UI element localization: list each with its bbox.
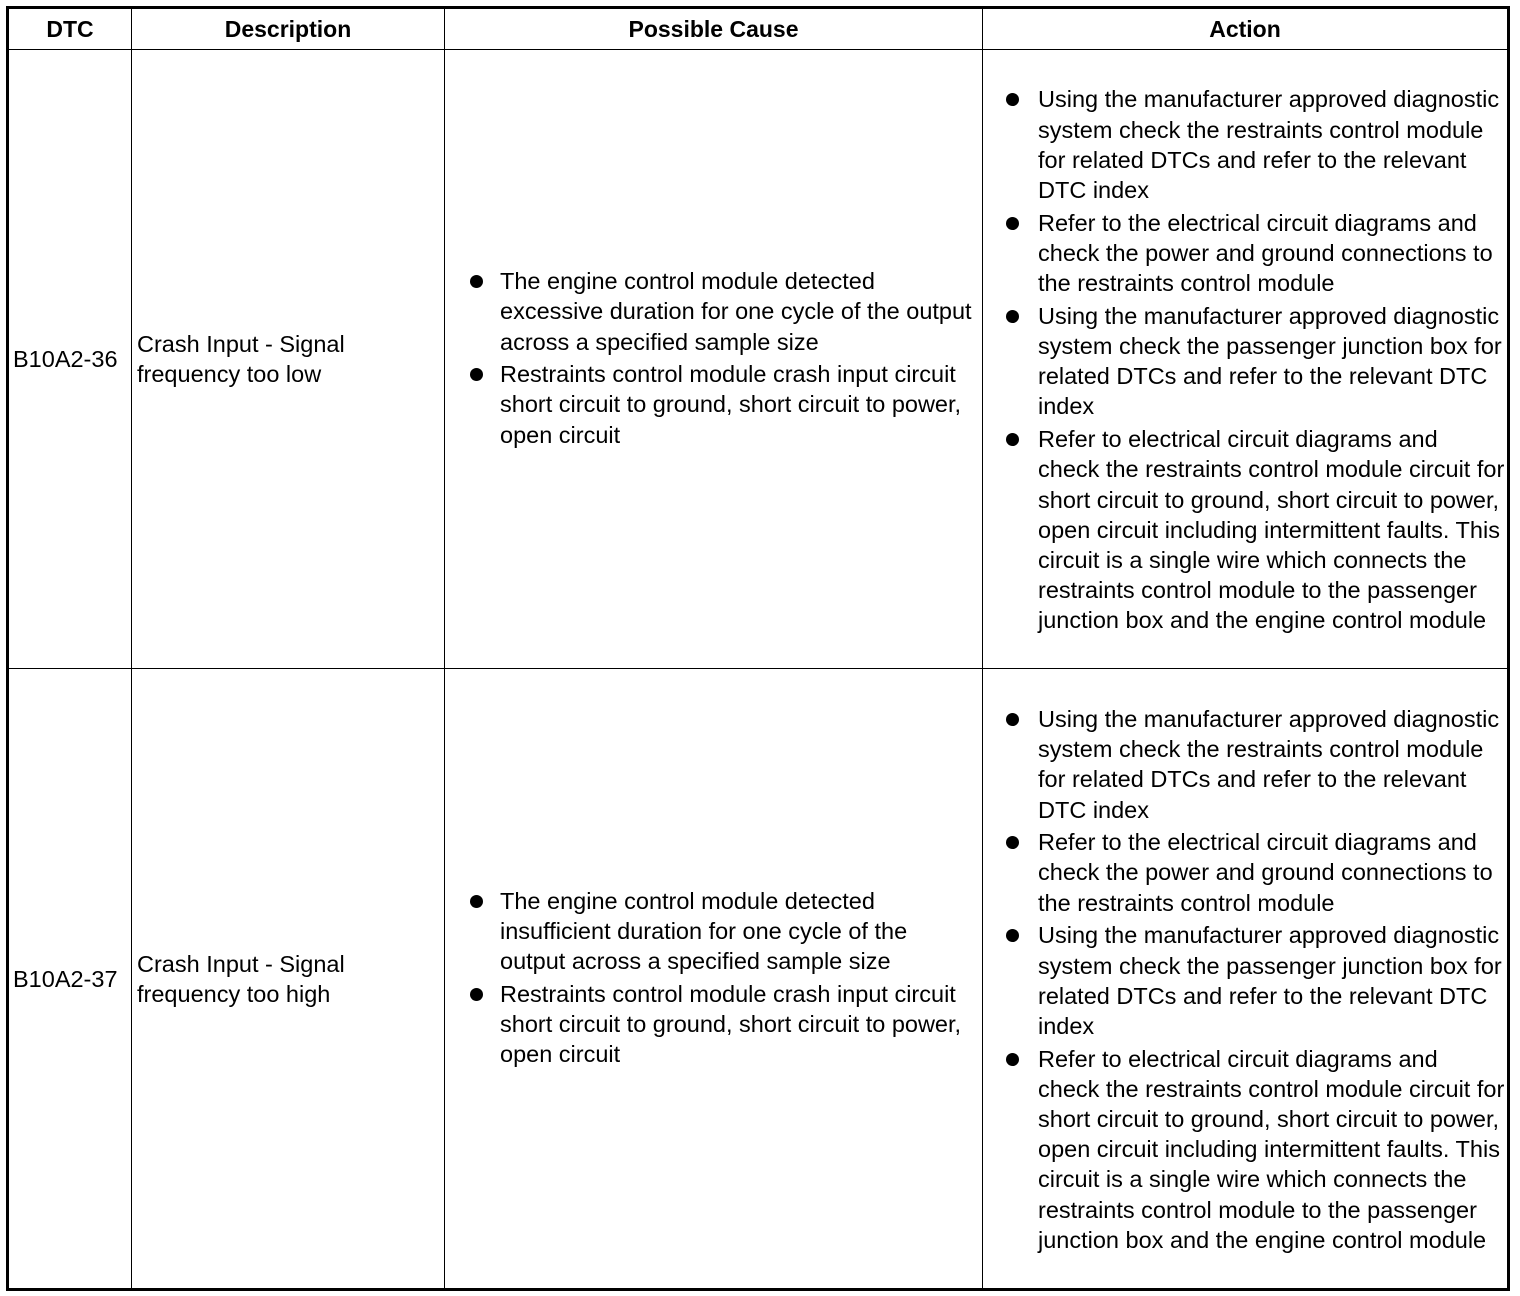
header-dtc: DTC	[8, 8, 132, 50]
action-text: Using the manufacturer approved diagnostic system check the restraints control module for related DTCs and refer to the relevant DTC index	[1038, 705, 1500, 823]
bullet-icon	[1006, 713, 1019, 726]
header-action: Action	[983, 8, 1509, 50]
cause-list	[445, 266, 972, 450]
list-item	[445, 266, 972, 357]
bullet-icon	[1006, 433, 1019, 446]
list-item	[445, 886, 972, 977]
cause-list	[445, 886, 972, 1070]
possible-cause-cell	[445, 669, 983, 1290]
dtc-code: B10A2-37	[8, 669, 132, 1290]
bullet-icon	[470, 895, 483, 908]
dtc-code: B10A2-36	[8, 50, 132, 669]
action-text: Using the manufacturer approved diagnostic system check the passenger junction box for related DTCs and refer to the relevant DTC index	[1038, 302, 1502, 420]
action-text: Refer to the electrical circuit diagrams and check the power and ground connections to the restraints control module	[1038, 829, 1493, 916]
action-list	[983, 84, 1505, 635]
bullet-icon	[1006, 310, 1019, 323]
list-item	[445, 359, 972, 450]
cause-text: The engine control module detected excessive duration for one cycle of the output across a specified sample size	[500, 268, 972, 355]
dtc-table	[6, 6, 1510, 1291]
action-text: Refer to electrical circuit diagrams and check the restraints control module circuit for short circuit to ground, short circuit to power, open circuit including intermittent faults. This circuit is a single wire which connects the restraints control module to the passenger junction box and the engine control module	[1038, 426, 1505, 634]
table-row	[8, 669, 1509, 1290]
bullet-icon	[1006, 836, 1019, 849]
list-item	[445, 979, 972, 1070]
list-item	[983, 84, 1505, 205]
list-item	[983, 704, 1505, 825]
dtc-description: Crash Input - Signal frequency too low	[132, 50, 445, 669]
table-row	[8, 50, 1509, 669]
list-item	[983, 1044, 1505, 1255]
cause-text: Restraints control module crash input circuit short circuit to ground, short circuit to power, open circuit	[500, 980, 962, 1068]
bullet-icon	[1006, 217, 1019, 230]
action-cell	[983, 669, 1509, 1290]
action-cell	[983, 50, 1509, 669]
action-text: Refer to electrical circuit diagrams and check the restraints control module circuit for short circuit to ground, short circuit to power, open circuit including intermittent faults. This circuit is a single wire which connects the restraints control module to the passenger junction box and the engine control module	[1038, 1045, 1505, 1253]
bullet-icon	[1006, 929, 1019, 942]
header-row	[8, 8, 1509, 50]
cause-text: The engine control module detected insufficient duration for one cycle of the output across a specified sample size	[500, 887, 908, 975]
possible-cause-cell	[445, 50, 983, 669]
bullet-icon	[1006, 1053, 1019, 1066]
list-item	[983, 301, 1505, 422]
list-item	[983, 827, 1505, 918]
list-item	[983, 208, 1505, 299]
bullet-icon	[470, 988, 483, 1001]
list-item	[983, 424, 1505, 635]
header-description: Description	[132, 8, 445, 50]
dtc-description: Crash Input - Signal frequency too high	[132, 669, 445, 1290]
cause-text: Restraints control module crash input circuit short circuit to ground, short circuit to power, open circuit	[500, 361, 962, 448]
action-text: Refer to the electrical circuit diagrams and check the power and ground connections to the restraints control module	[1038, 209, 1493, 297]
action-text: Using the manufacturer approved diagnostic system check the restraints control module for related DTCs and refer to the relevant DTC index	[1038, 86, 1500, 203]
action-list	[983, 704, 1505, 1255]
bullet-icon	[470, 275, 483, 288]
list-item	[983, 920, 1505, 1041]
action-text: Using the manufacturer approved diagnostic system check the passenger junction box for related DTCs and refer to the relevant DTC index	[1038, 922, 1502, 1039]
bullet-icon	[470, 368, 483, 381]
header-possible-cause: Possible Cause	[445, 8, 983, 50]
bullet-icon	[1006, 93, 1019, 106]
